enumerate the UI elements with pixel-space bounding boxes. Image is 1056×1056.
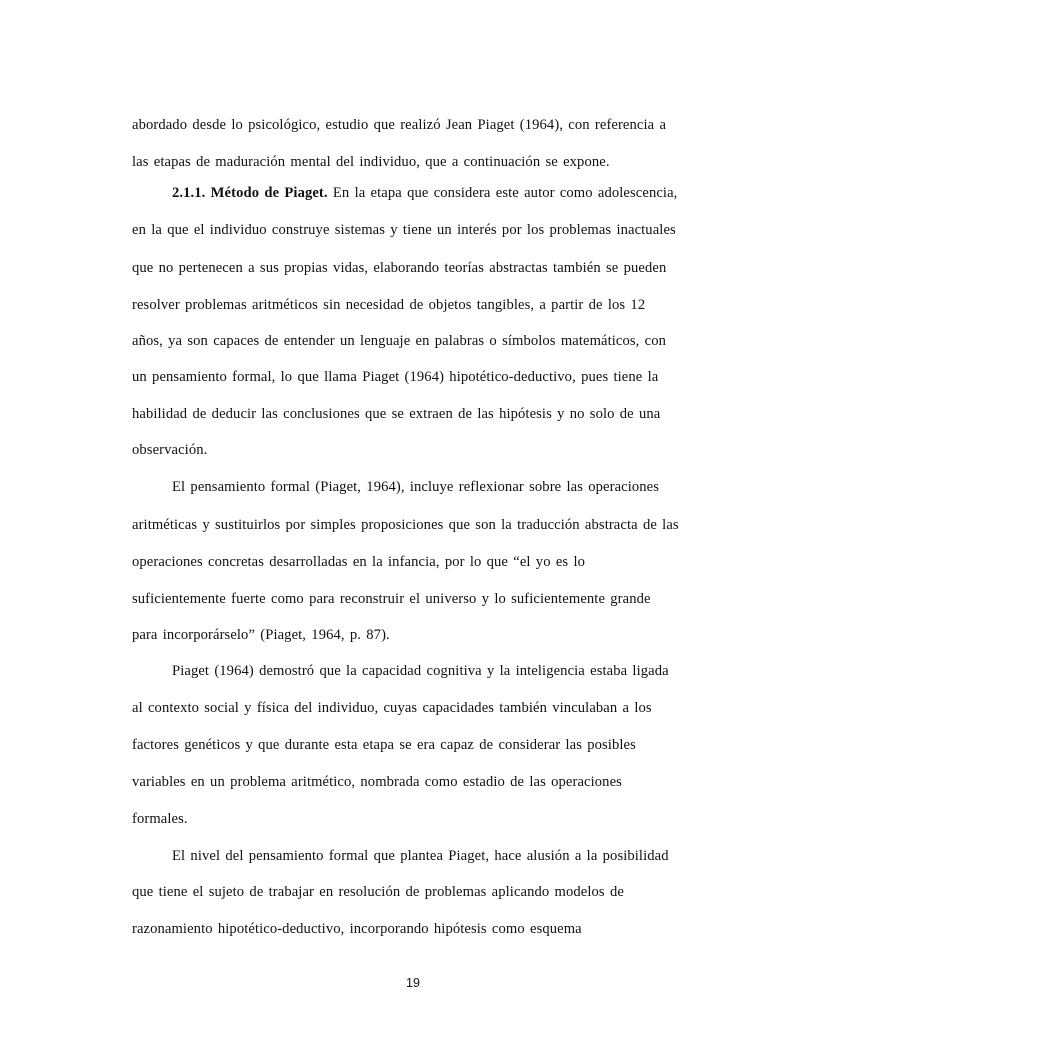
- text-line: El nivel del pensamiento formal que plantea Piaget, hace alusión a la posibilidad: [172, 848, 669, 864]
- text-line: años, ya son capaces de entender un lenguaje en palabras o símbolos matemáticos, con: [132, 333, 667, 349]
- text-line: Piaget (1964) demostró que la capacidad cognitiva y la inteligencia estaba ligada: [172, 663, 669, 679]
- text-line: En la etapa que considera este autor como adolescencia,: [327, 185, 678, 201]
- text-line: variables en un problema aritmético, nombrada como estadio de las operaciones: [132, 774, 622, 790]
- text-line: factores genéticos y que durante esta etapa se era capaz de considerar las posibles: [132, 737, 636, 753]
- section-heading: 2.1.1. Método de Piaget.: [172, 185, 328, 201]
- section-heading-line: [172, 184, 677, 202]
- text-line: resolver problemas aritméticos sin necesidad de objetos tangibles, a partir de los 12: [132, 297, 646, 313]
- text-line: aritméticas y sustituirlos por simples proposiciones que son la traducción abstracta de las: [132, 517, 679, 533]
- text-line: un pensamiento formal, lo que llama Piaget (1964) hipotético-deductivo, pues tiene la: [132, 369, 659, 385]
- text-line: que tiene el sujeto de trabajar en resolución de problemas aplicando modelos de: [132, 884, 624, 900]
- text-line: observación.: [132, 442, 208, 458]
- text-line: habilidad de deducir las conclusiones que se extraen de las hipótesis y no solo de una: [132, 406, 661, 422]
- text-line: las etapas de maduración mental del individuo, que a continuación se expone.: [132, 154, 610, 170]
- text-line: razonamiento hipotético-deductivo, incorporando hipótesis como esquema: [132, 921, 582, 937]
- text-line: operaciones concretas desarrolladas en la infancia, por lo que “el yo es lo: [132, 554, 585, 570]
- text-line: que no pertenecen a sus propias vidas, elaborando teorías abstractas también se pueden: [132, 260, 667, 276]
- text-line: en la que el individuo construye sistemas y tiene un interés por los problemas inactuales: [132, 222, 676, 238]
- text-line: formales.: [132, 811, 188, 827]
- text-line: abordado desde lo psicológico, estudio que realizó Jean Piaget (1964), con referencia a: [132, 117, 667, 133]
- text-line: para incorporárselo” (Piaget, 1964, p. 87).: [132, 627, 390, 643]
- text-line: suficientemente fuerte como para reconstruir el universo y lo suficientemente grande: [132, 591, 651, 607]
- page-number: 19: [406, 976, 420, 990]
- text-line: El pensamiento formal (Piaget, 1964), incluye reflexionar sobre las operaciones: [172, 479, 660, 495]
- text-line: al contexto social y física del individuo, cuyas capacidades también vinculaban a los: [132, 700, 652, 716]
